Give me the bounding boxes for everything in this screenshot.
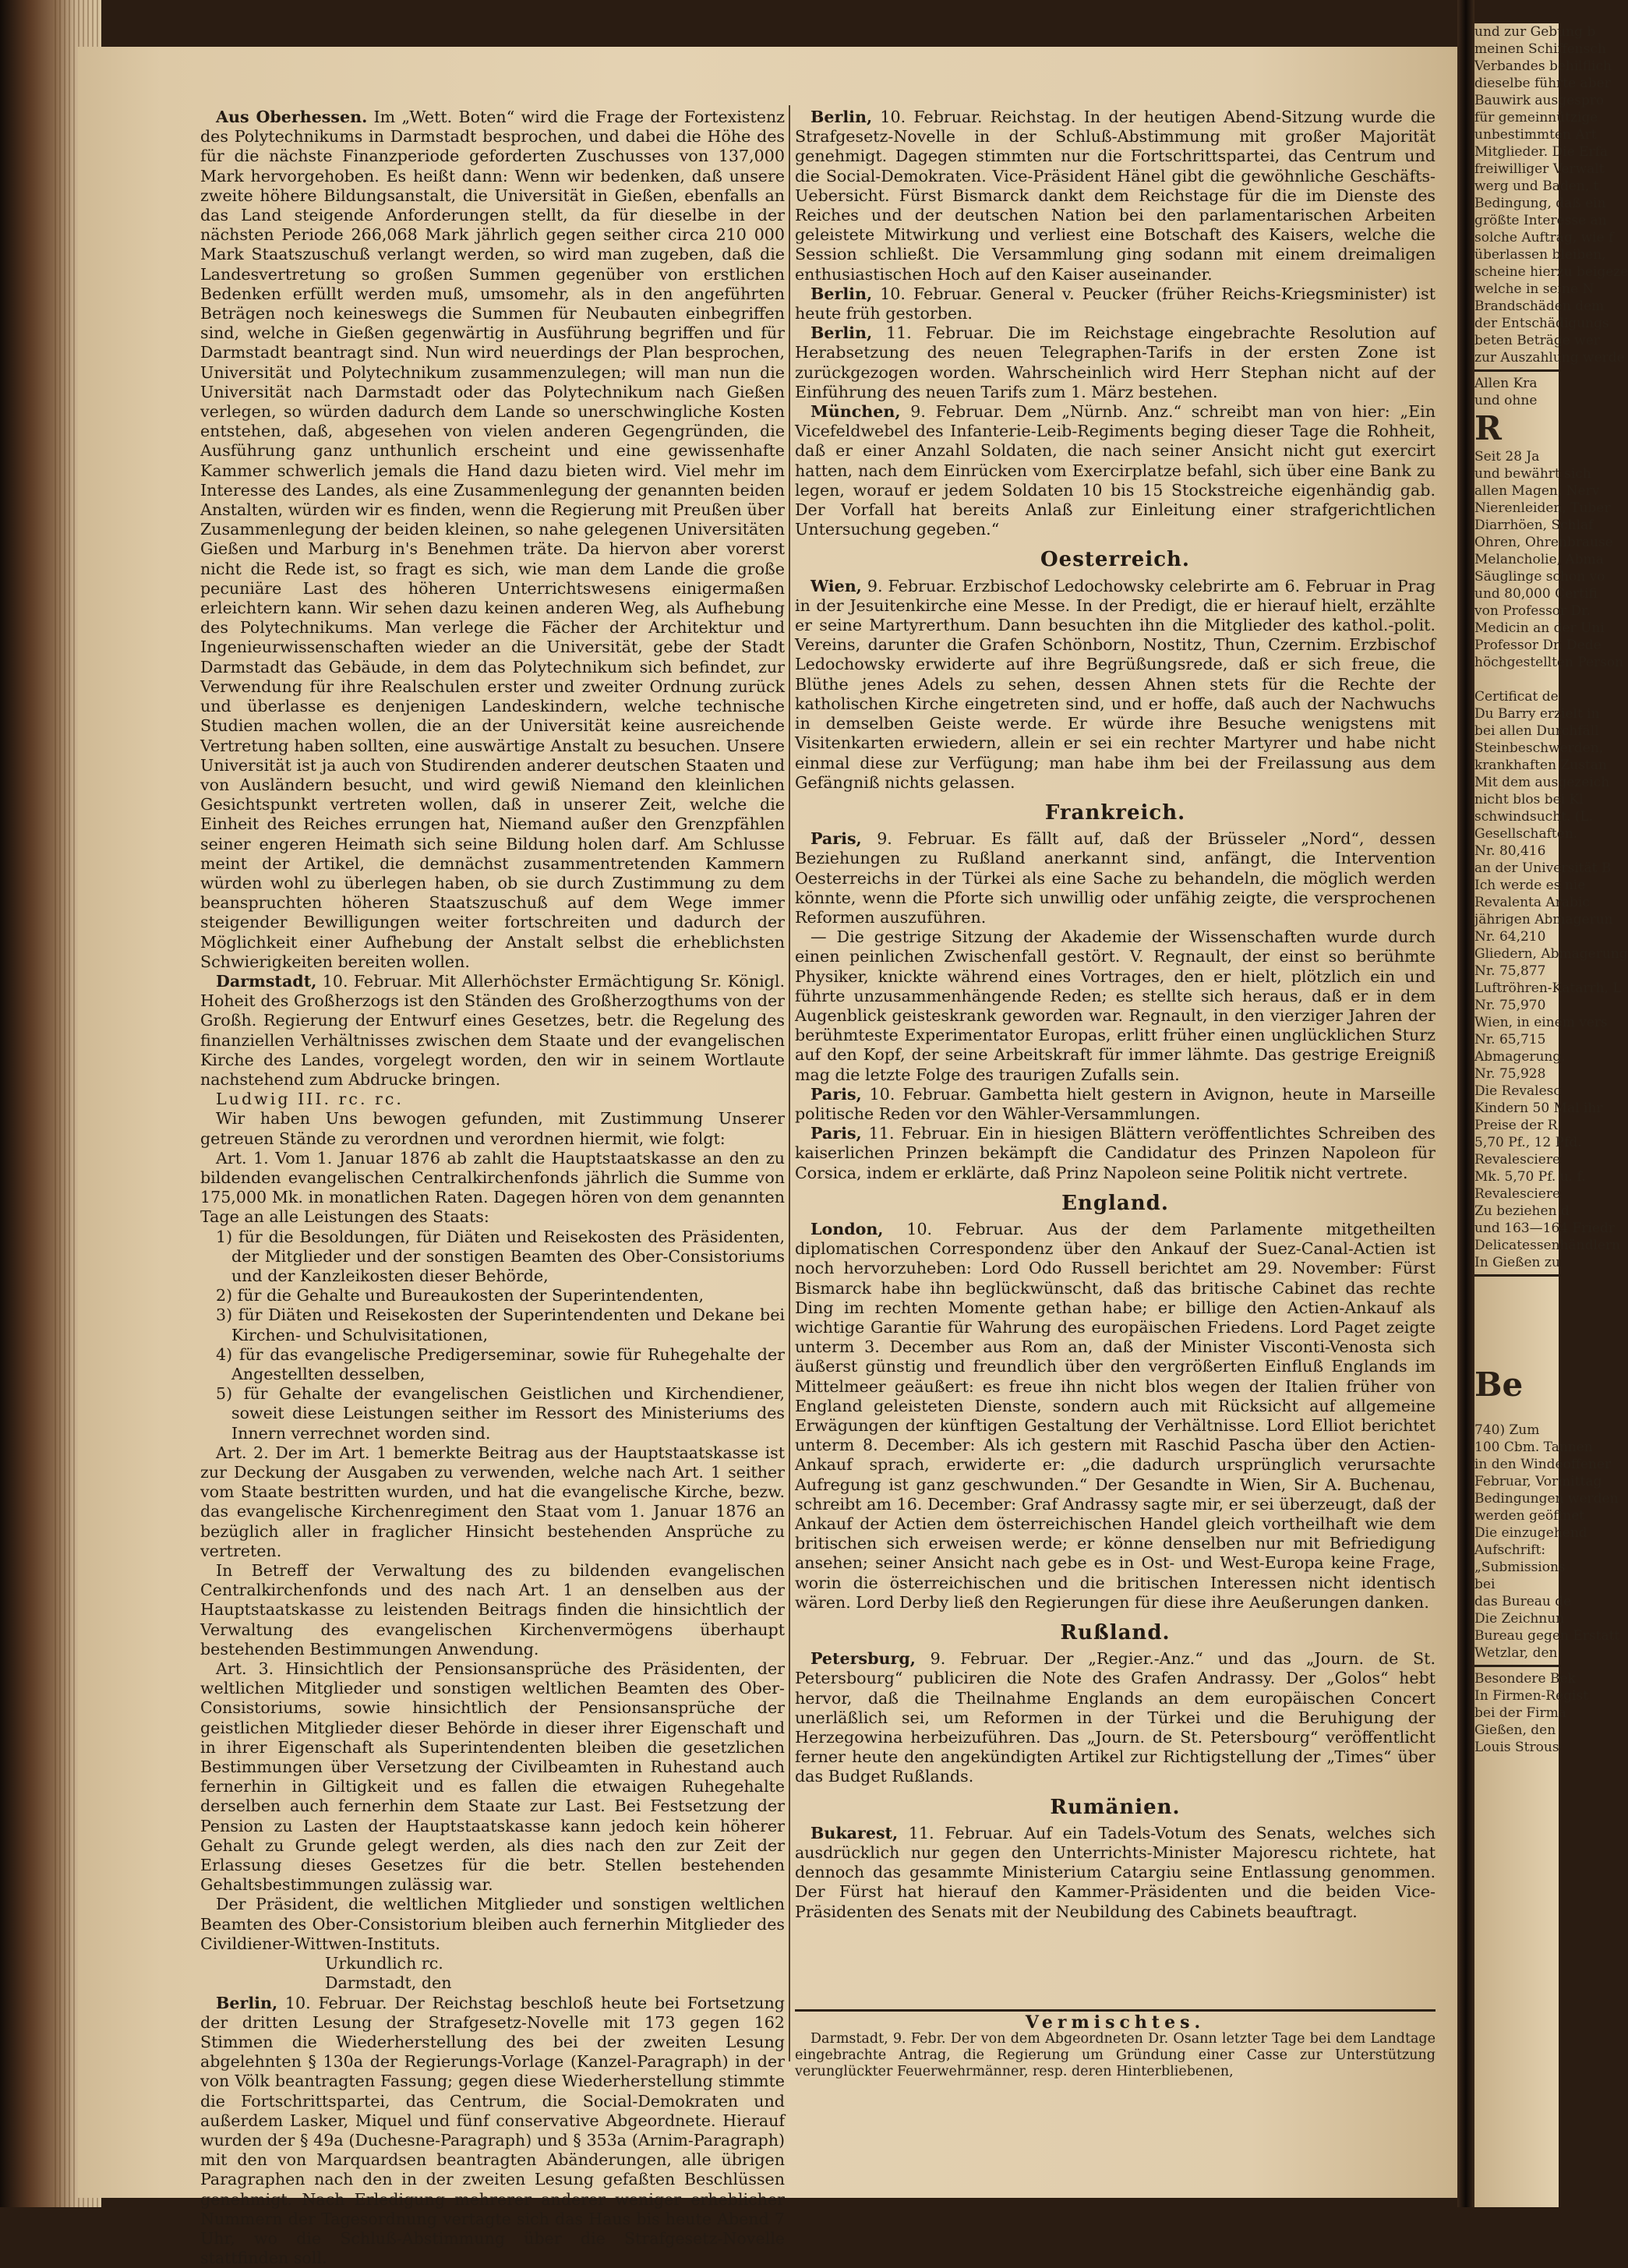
adjacent-line: Allen Kra bbox=[1474, 375, 1559, 392]
adjacent-line: schwindsucht. (L. bbox=[1474, 808, 1559, 825]
article-dateline: Petersburg, bbox=[810, 1649, 916, 1668]
adjacent-line bbox=[1474, 1297, 1559, 1314]
adjacent-line: Kindern 50 Mal ihr bbox=[1474, 1100, 1559, 1117]
adjacent-line: Luftröhren-Katarrh, L bbox=[1474, 980, 1559, 997]
list-item: 4) für das evangelische Predigerseminar, sowie für Ruhegehalte der Angestellten desselben, bbox=[200, 1345, 785, 1384]
adjacent-line: Bedingung, daß ein bbox=[1474, 195, 1559, 212]
paragraph: Art. 2. Der im Art. 1 bemerkte Beitrag aus der Hauptstaatskasse ist zur Deckung der Ausgaben zu verwenden, welche nach Art. 1 seither vom Staate bestritten wurden, und hat die evangelische Kirche, bezw. das evangelische Kirchenregiment den Staat vom 1. Januar 1876 an bezüglich aller in fraglicher Hinsicht bestehenden Ansprüche zu vertreten. bbox=[200, 1443, 785, 1561]
article-paragraph bbox=[795, 1220, 1436, 1613]
signature-line: Darmstadt, den bbox=[200, 1973, 785, 1993]
adjacent-line: Nr. 65,715 bbox=[1474, 1031, 1559, 1048]
adjacent-line: zur Auszahlung werde bbox=[1474, 349, 1559, 366]
adjacent-line: Nierenleiden, Tuber bbox=[1474, 500, 1559, 517]
adjacent-line: Louis Strous bbox=[1474, 1739, 1559, 1756]
list-item: 5) für Gehalte der evangelischen Geistlichen und Kirchendiener, soweit diese Leistungen seither im Ressort des Ministeriums des Innern verrechnet worden sind. bbox=[200, 1384, 785, 1443]
vermischtes-section bbox=[795, 2009, 1436, 2080]
adjacent-line: Ohren, Ohrenbrause bbox=[1474, 534, 1559, 551]
adjacent-line: In Firmen-Regist bbox=[1474, 1687, 1559, 1705]
article-paragraph bbox=[200, 108, 785, 972]
article-dateline: Berlin, bbox=[216, 1994, 277, 2012]
adjacent-line: Certificat de bbox=[1474, 688, 1559, 705]
article-text: 10. Februar. Aus der dem Parlamente mitgetheilten diplomatischen Correspondenz über den Ankauf der Suez-Canal-Actien ist noch hervorzuheben: Lord Odo Russell berichtet am 29. November: Fürst Bismarck habe ihn beglückwünscht, daß das britische Cabinet das rechte Ding im rechten Momente gethan habe; er billige den Actien-Ankauf als wichtige Garantie für Wahrung des europäischen Friedens. Lord Paget zeigte unterm 3. December aus Rom an, daß der Minister Visconti-Venosta sich äußerst günstig und freundlich über den vergrößerten Einfluß Englands im Mittelmeer geäußert: es freue ihn nicht blos wegen der Italien früher von England geleisteten Dienste, sondern auch mit Rücksicht auf allgemeine Erwägungen der künftigen Gestaltung der Verhältnisse. Lord Elliot berichtet unterm 8. December: Als ich gestern mit Raschid Pascha über den Actien-Ankauf sprach, erwiderte er: „die dadurch ursprünglich verursachte Aufregung ist ganz geschwunden.“ Der Gesandte in Wien, Sir A. Buchenau, schreibt am 16. December: Graf Andrassy sagte mir, er sei überzeugt, daß der Ankauf der Actien dem österreichischen Handel gleich vortheilhaft wie dem britischen sich erweisen werde; er könne denselben nur mit Befriedigung ansehen; seiner Ansicht nach gebe es in Ost- und West-Europa keine Frage, worin die österreichischen und die britischen Interessen nicht identisch wären. Lord Derby ließ den Regierungen für diese ihre Aeußerungen danken. bbox=[795, 1220, 1436, 1612]
adjacent-line: beten Beträge wer bbox=[1474, 332, 1559, 349]
article-dateline: Berlin, bbox=[810, 108, 872, 126]
paragraph: — Die gestrige Sitzung der Akademie der Wissenschaften wurde durch einen peinlichen Zwischenfall gestört. V. Regnault, der einst so berühmte Physiker, knickte während eines Vortrages, den er hielt, plötzlich ein und führte unzusammenhängende Reden; es stellte sich heraus, daß er in dem Augenblick geisteskrank geworden war. Regnault, in den vierziger Jahren der berühmteste Experimentator Europas, erlitt früher einen unglücklichen Sturz auf den Kopf, der seine Arbeitskraft für immer lähmte. Das gestrige Ereigniß mag die letzte Folge des traurigen Zufalls sein. bbox=[795, 927, 1436, 1085]
adjacent-line: 740) Zum bbox=[1474, 1422, 1559, 1439]
article-text: 9. Februar. Der „Regier.-Anz.“ und das „Journ. de St. Petersbourg“ publiciren die Note des Grafen Andrassy. Der „Golos“ hebt hervor, daß die Theilnahme Englands an dem europäischen Concert unerläßlich sei, um Reformen in der Türkei und die Beruhigung der Herzegowina herbeizuführen. Das „Journ. de St. Petersbourg“ veröffentlicht ferner heute den angekündigten Artikel zur Richtigstellung der „Times“ über das Budget Rußlands. bbox=[795, 1649, 1436, 1786]
adjacent-line: und ohne bbox=[1474, 392, 1559, 409]
article-text: 10. Februar. Gambetta hielt gestern in Avignon, heute in Marseille politische Reden vor den Wähler-Versammlungen. bbox=[795, 1085, 1436, 1123]
adjacent-line: Die Zeichnun bbox=[1474, 1610, 1559, 1627]
right-column bbox=[795, 108, 1436, 1922]
adjacent-line: scheine hierzu beigeze bbox=[1474, 263, 1559, 281]
adjacent-line: und zur Gebung b bbox=[1474, 23, 1559, 41]
adjacent-line: Brandschäden dem bbox=[1474, 298, 1559, 315]
adjacent-line: Revalesciere bbox=[1474, 1185, 1559, 1203]
list-item: 2) für die Gehalte und Bureaukosten der Superintendenten, bbox=[200, 1286, 785, 1305]
adjacent-line: freiwilliger Verwalt bbox=[1474, 161, 1559, 178]
article-paragraph bbox=[795, 577, 1436, 793]
adjacent-line: bei der Firma bbox=[1474, 1705, 1559, 1722]
article-text: 9. Februar. Dem „Nürnb. Anz.“ schreibt man von hier: „Ein Vicefeldwebel des Infanterie-Leib-Regiments beging dieser Tage die Rohheit, daß er einer Anzahl Soldaten, die nach seiner Ansicht nicht gut exercirt hatten, nach dem Einrücken vom Exercirplatze befahl, sich über eine Bank zu legen, worauf er jedem Soldaten 10 bis 15 Stockstreiche eigenhändig gab. Der Vorfall hat bereits Anlaß zur Einleitung einer strafgerichtlichen Untersuchung gegeben.“ bbox=[795, 402, 1436, 539]
article-text: 9. Februar. Erzbischof Ledochowsky celebrirte am 6. Februar in Prag in der Jesuitenkirche eine Messe. In der Predigt, die er hierauf hielt, erzählte er seine Martyrerthum. Dann besuchten ihn die Mitglieder des kathol.-polit. Vereins, darunter die Grafen Schönborn, Nostitz, Thun, Czernim. Erzbischof Ledochowsky erwiderte auf ihre Begrüßungsrede, daß er sich freue, die Blüthe jenes Adels zu sehen, dessen Ahnen stets für die Rechte der katholischen Kirche eingetreten sind, und er hoffe, daß auch der Nachwuchs in demselben Geiste werde. Er würde ihre Besuche wenigstens mit Visitenkarten erwiedern, allein er sei ein rechter Martyrer und habe nicht einmal diese zur Verfügung; man habe ihm bei der Freilassung aus dem Gefängniß nichts gelassen. bbox=[795, 577, 1436, 792]
adjacent-line: werg und Baden, t bbox=[1474, 178, 1559, 195]
article-dateline: Bukarest, bbox=[810, 1824, 898, 1842]
adjacent-line: Zu beziehen d bbox=[1474, 1203, 1559, 1220]
article-dateline: Paris, bbox=[810, 1085, 862, 1104]
adjacent-line: und 80,000 Certifi bbox=[1474, 585, 1559, 602]
adjacent-line: Melancholie, Abma bbox=[1474, 551, 1559, 568]
paragraph: Art. 3. Hinsichtlich der Pensionsansprüche des Präsidenten, der weltlichen Mitglieder und sonstigen weltlichen Beamten des Ober-Consistoriums, sowie hinsichtlich der Pensionsansprüche der geistlichen Mitglieder dieser Behörde in dieser ihrer Eigenschaft und in ihrer Eigenschaft als Superintendenten bleiben die gesetzlichen Bestimmungen über Versetzung der Civilbeamten in Ruhestand auch fernerhin in Giltigkeit und es fallen die etwaigen Ruhegehalte derselben auch fernerhin dem Staate zur Last. Bei Festsetzung der Pension zu Lasten der Hauptstaatskasse kann jedoch kein höherer Gehalt zu Grunde gelegt werden, als dies nach den zur Zeit der Erlassung dieses Gesetzes für die betr. Stellen bestehenden Gehaltsbestimmungen zulässig war. bbox=[200, 1659, 785, 1895]
column-divider bbox=[789, 105, 790, 2061]
adjacent-line: „Submissions bbox=[1474, 1559, 1559, 1576]
article-text: 9. Februar. Es fällt auf, daß der Brüsseler „Nord“, dessen Beziehungen zu Rußland anerkannt sind, anfängt, die Intervention Oesterreichs in der Türkei als eine Sache zu behandeln, die möglich werden könnte, wenn die Pforte sich unwillig oder unfähig zeigte, die versprochenen Reformen auszuführen. bbox=[795, 829, 1436, 927]
adjacent-line: werden geöffnet bbox=[1474, 1507, 1559, 1524]
adjacent-line: und 163—164 Friedr bbox=[1474, 1220, 1559, 1237]
adjacent-rule bbox=[1474, 1274, 1559, 1277]
list-item: 3) für Diäten und Reisekosten der Superintendenten und Dekane bei Kirchen- und Schulvisitationen, bbox=[200, 1305, 785, 1344]
article-text: 10. Februar. Mit Allerhöchster Ermächtigung Sr. Königl. Hoheit des Großherzogs ist den Ständen des Großherzogthums von der Großh. Regierung der Entwurf eines Gesetzes, betr. die Regelung des finanziellen Verhältnisses zwischen dem Staate und der evangelischen Kirche des Landes, vorgelegt worden, den wir in seinem Wortlaute nachstehend zum Abdrucke bringen. bbox=[200, 972, 785, 1089]
adjacent-line: Säuglinge schon vo bbox=[1474, 568, 1559, 585]
adjacent-line bbox=[1474, 1280, 1559, 1297]
adjacent-line: Seit 28 Ja bbox=[1474, 448, 1559, 465]
adjacent-line: Nr. 64,210 bbox=[1474, 928, 1559, 945]
adjacent-line: Verbandes behilflich bbox=[1474, 58, 1559, 75]
adjacent-big-letters: R bbox=[1474, 409, 1559, 448]
section-heading: England. bbox=[795, 1194, 1436, 1213]
adjacent-page-text bbox=[1474, 23, 1559, 1756]
adjacent-line: Delicatessenhändlern bbox=[1474, 1237, 1559, 1254]
adjacent-line: Mk. 5,70 Pf. u. f. bbox=[1474, 1168, 1559, 1185]
adjacent-line: in den Windeoffener bbox=[1474, 1456, 1559, 1473]
adjacent-line: Bauwirk ausgespro bbox=[1474, 92, 1559, 109]
article-paragraph bbox=[200, 1994, 785, 2268]
adjacent-line: Mit dem ausgezeich bbox=[1474, 774, 1559, 791]
adjacent-line: jährigen Abmagerun bbox=[1474, 911, 1559, 928]
adjacent-line: Professor Dr. Dede bbox=[1474, 637, 1559, 654]
article-dateline: Aus Oberhessen. bbox=[216, 108, 367, 126]
article-paragraph bbox=[795, 829, 1436, 927]
adjacent-rule bbox=[1474, 369, 1559, 372]
adjacent-line: Mitglieder. Die Erfa bbox=[1474, 143, 1559, 161]
article-paragraph bbox=[795, 108, 1436, 284]
adjacent-line: bei allen Durchfäll bbox=[1474, 722, 1559, 740]
adjacent-rule bbox=[1474, 1665, 1559, 1667]
adjacent-line: und bewährt sich bbox=[1474, 465, 1559, 482]
adjacent-line: In Gießen zu bbox=[1474, 1254, 1559, 1271]
adjacent-line: Gliedern, Abmagerung bbox=[1474, 945, 1559, 963]
adjacent-line: Revalenta Arabic bbox=[1474, 894, 1559, 911]
adjacent-line: Revalesciere bbox=[1474, 1151, 1559, 1168]
article-paragraph bbox=[795, 1824, 1436, 1922]
adjacent-line: Nr. 80,416 bbox=[1474, 843, 1559, 860]
adjacent-line: solche Auftrag, wie f bbox=[1474, 229, 1559, 246]
adjacent-line bbox=[1474, 671, 1559, 688]
adjacent-line: allen Magen, Nerv bbox=[1474, 482, 1559, 500]
article-paragraph bbox=[795, 284, 1436, 323]
adjacent-line: Die Revalesc bbox=[1474, 1083, 1559, 1100]
article-text: 11. Februar. Ein in hiesigen Blättern veröffentlichtes Schreiben des kaiserlichen Prinzen bekämpft die Candidatur des Prinzen Napoleon für Corsica, indem er erklärte, daß Prinz Napoleon seine Politik nicht vertrete. bbox=[795, 1124, 1436, 1182]
adjacent-line: Nr. 75,928 bbox=[1474, 1065, 1559, 1083]
adjacent-line: Gießen, den bbox=[1474, 1722, 1559, 1739]
article-dateline: Wien, bbox=[810, 577, 862, 595]
adjacent-line bbox=[1474, 1314, 1559, 1331]
adjacent-line: Bureau gegen Erstatt bbox=[1474, 1627, 1559, 1644]
adjacent-line: für gemeinnützige bbox=[1474, 109, 1559, 126]
article-text: 11. Februar. Auf ein Tadels-Votum des Senats, welches sich ausdrücklich nur gegen den Unterrichts-Minister Majorescu richtete, hat dennoch das gesammte Ministerium Catargiu seine Entlassung genommen. Der Fürst hat hierauf den Kammer-Präsidenten und die beiden Vice-Präsidenten des Senats mit der Neubildung des Cabinets beauftragt. bbox=[795, 1824, 1436, 1921]
adjacent-line: an der Universität B bbox=[1474, 860, 1559, 877]
adjacent-line: nicht blos bei Kl bbox=[1474, 791, 1559, 808]
paragraph: Der Präsident, die weltlichen Mitglieder und sonstigen weltlichen Beamten des Ober-Consistorium bleiben auch fernerhin Mitglieder des Civildiener-Wittwen-Instituts. bbox=[200, 1895, 785, 1954]
left-column bbox=[200, 108, 785, 2268]
article-paragraph bbox=[795, 1649, 1436, 1786]
adjacent-line: Aufschrift: bbox=[1474, 1542, 1559, 1559]
paragraph: In Betreff der Verwaltung des zu bildenden evangelischen Centralkirchenfonds und des nach Art. 1 an denselben aus der Hauptstaatskasse zu leistenden Beitrags finden die hinsichtlich der Verwaltung des evangelischen Kirchenvermögens überhaupt bestehenden Bestimmungen Anwendung. bbox=[200, 1561, 785, 1659]
article-dateline: Berlin, bbox=[810, 323, 872, 342]
article-dateline: London, bbox=[810, 1220, 883, 1238]
section-heading: Frankreich. bbox=[795, 804, 1436, 823]
section-heading: Oesterreich. bbox=[795, 550, 1436, 570]
adjacent-line: Die einzugehend bbox=[1474, 1524, 1559, 1542]
article-text: 10. Februar. Reichstag. In der heutigen Abend-Sitzung wurde die Strafgesetz-Novelle in der Schluß-Abstimmung mit großer Majorität genehmigt. Dagegen stimmten nur die Fortschrittspartei, das Centrum und die Social-Demokraten. Vice-Präsident Hänel gibt die gewöhnliche Geschäfts-Uebersicht. Fürst Bismarck dankt dem Reichstage für die im Dienste des Reiches und der deutschen Nation bei den parlamentarischen Arbeiten geleistete Mitwirkung und verliest eine Botschaft des Kaisers, welche die Session schließt. Die Versammlung ging sodann mit einem dreimaligen enthusiastischen Hoch auf den Kaiser auseinander. bbox=[795, 108, 1436, 284]
article-paragraph bbox=[795, 1124, 1436, 1183]
adjacent-line: unbestimmten Art bbox=[1474, 126, 1559, 143]
adjacent-page-edge bbox=[1474, 23, 1559, 2207]
article-dateline: Paris, bbox=[810, 829, 862, 848]
article-paragraph bbox=[795, 402, 1436, 539]
article-paragraph bbox=[795, 1085, 1436, 1124]
adjacent-line: Wetzlar, den bbox=[1474, 1644, 1559, 1662]
adjacent-line bbox=[1474, 1348, 1559, 1365]
adjacent-line: das Bureau de bbox=[1474, 1593, 1559, 1610]
article-text: 11. Februar. Die im Reichstage eingebrachte Resolution auf Herabsetzung des neuen Telegraphen-Tarifs in der ersten Zone ist zurückgezogen worden. Wahrscheinlich wird Herr Stephan nicht auf der Einführung des neuen Tarifs zum 1. März bestehen. bbox=[795, 323, 1436, 401]
article-dateline: Paris, bbox=[810, 1124, 862, 1143]
article-text: Im „Wett. Boten“ wird die Frage der Fortexistenz des Polytechnikums in Darmstadt besprochen, und dabei die Höhe des für die nächste Finanzperiode geforderten Zuschusses von 137,000 Mark hervorgehoben. Es heißt dann: Wenn wir bedenken, daß unsere zweite höhere Bildungsanstalt, die Universität in Gießen, ebenfalls an das Land steigende Anforderungen stellt, da für dieselbe in der nächsten Periode 266,068 Mark jährlich gegen seither circa 210 000 Mark Staatszuschuß verlangt werden, so wird man zugeben, daß die Landesvertretung so großen Summen gegenüber von erstlichen Bedenken erfüllt werden muß, umsomehr, als in den angeführten Beträgen noch keineswegs die Summen für Neubauten einbegriffen sind, welche in Gießen gegenwärtig in Ausführung begriffen und für Darmstadt beantragt sind. Nun wird neuerdings der Plan besprochen, Universität und Polytechnikum zusammenzulegen; will man nun die Universität nach Darmstadt oder das Polytechnikum nach Gießen verlegen, so würden dadurch dem Lande so unerschwingliche Kosten entstehen, daß, abgesehen von vielen anderen Gegengründen, die Ausführung ganz unthunlich erscheint und eine gewissenhafte Kammer schwerlich jemals die Hand dazu bieten wird. Viel mehr im Interesse des Landes, als eine Zusammenlegung der genannten beiden Anstalten, würden wir es finden, wenn die Regierung mit Preußen über Zusammenlegung der beiden kleinen, so nahe gelegenen Universitäten Gießen und Marburg in's Benehmen träte. Da hiervon aber vorerst nicht die Rede ist, so fragt es sich, wie man dem Lande die große pecuniäre Last des höheren Unterrichtswesens einigermaßen erleichtern kann. Wir sehen dazu keinen anderen Weg, als Aufhebung des Polytechnikums. Man verlege die Fächer der Architektur und Ingenieurwissenschaften wieder an die Universität, gebe der Stadt Darmstadt das Gebäude, in dem das Polytechnikum sich befindet, zur Verwendung für ihre Realschulen erster und zweiter Ordnung zurück und überlasse es denjenigen Landeskindern, welche technische Studien machen wollen, die an der Universität keine ausreichende Vertretung haben sollten, eine auswärtige Anstalt zu besuchen. Unsere Universität ist ja auch von Studirenden anderer deutschen Staaten und von Ausländern besucht, und wird gewiß Niemand den kleinlichen Gesichtspunkt vertreten wollen, daß in unserer Zeit, welche die Einheit des Reiches errungen hat, Niemand außer den Grenzpfählen seiner engeren Heimath sich seine Bildung holen darf. Am Schlusse meint der Artikel, die demnächst zusammentretenden Kammern würden wohl zu überlegen haben, ob sie durch Zustimmung zu dem beanspruchten höheren Staatszuschuß auf dem Wege immer steigender Bewilligungen weiter fortschreiten und dadurch der Möglichkeit einer Aufhebung der Anstalt selbst die erheblichsten Schwierigkeiten bereiten wollen. bbox=[200, 108, 785, 971]
paragraph: Art. 1. Vom 1. Januar 1876 ab zahlt die Hauptstaatskasse an den zu bildenden evangelischen Centralkirchenfonds jährlich die Summe von 175,000 Mk. in monatlichen Raten. Dagegen hören von dem genannten Tage an alle Leistungen des Staats: bbox=[200, 1149, 785, 1228]
paragraph: Wir haben Uns bewogen gefunden, mit Zustimmung Unserer getreuen Stände zu verordnen und verordnen hiermit, wie folgt: bbox=[200, 1109, 785, 1148]
adjacent-line: krankhaften Zustan bbox=[1474, 757, 1559, 774]
article-text: 10. Februar. General v. Peucker (früher Reichs-Kriegsminister) ist heute früh gestorben. bbox=[795, 284, 1436, 323]
decree-heading: Ludwig III. rc. rc. bbox=[200, 1090, 785, 1109]
adjacent-line: 100 Cbm. Tannen bbox=[1474, 1439, 1559, 1456]
adjacent-line: überlassen bleiben, bbox=[1474, 246, 1559, 263]
adjacent-line: dieselbe führte aber bbox=[1474, 75, 1559, 92]
adjacent-line: Gesellschaften. bbox=[1474, 825, 1559, 843]
vermischtes-title: Vermischtes. bbox=[795, 2015, 1436, 2031]
adjacent-line: Nr. 75,877 bbox=[1474, 963, 1559, 980]
adjacent-line: Steinbeschwerden, bbox=[1474, 740, 1559, 757]
adjacent-line: Ich werde es nie bbox=[1474, 877, 1559, 894]
adjacent-line: Nr. 75,970 bbox=[1474, 997, 1559, 1014]
adjacent-line: Diarrhöen, Schlaf bbox=[1474, 517, 1559, 534]
adjacent-line: Bedingungen werden bbox=[1474, 1490, 1559, 1507]
adjacent-line: Medicin an der Uni bbox=[1474, 620, 1559, 637]
vermischtes-text: Darmstadt, 9. Febr. Der von dem Abgeordneten Dr. Osann letzter Tage bei dem Landtage eingebrachte Antrag, die Regierung um Gründung einer Casse zur Unterstützung verunglückter Feuerwehrmänner, resp. deren Hinterbliebenen, bbox=[795, 2031, 1436, 2080]
adjacent-big-letters: Be bbox=[1474, 1365, 1559, 1404]
article-paragraph bbox=[200, 972, 785, 1090]
adjacent-line: Besondere Bek bbox=[1474, 1670, 1559, 1687]
article-dateline: Berlin, bbox=[810, 284, 872, 303]
article-list bbox=[200, 1228, 785, 1443]
signature-line: Urkundlich rc. bbox=[200, 1954, 785, 1973]
adjacent-line: größte Interesse an bbox=[1474, 212, 1559, 229]
adjacent-line: Februar, Vormittag bbox=[1474, 1473, 1559, 1490]
book-gutter bbox=[1457, 0, 1474, 2207]
adjacent-line: der Entschädigungs bbox=[1474, 315, 1559, 332]
adjacent-line bbox=[1474, 1331, 1559, 1348]
adjacent-line: Wien, in einem vers bbox=[1474, 1014, 1559, 1031]
adjacent-line: bei bbox=[1474, 1576, 1559, 1593]
article-paragraph bbox=[795, 323, 1436, 402]
adjacent-line: Du Barry erzielt in bbox=[1474, 705, 1559, 722]
adjacent-line: von Professor Dr. bbox=[1474, 602, 1559, 620]
article-dateline: München, bbox=[810, 402, 901, 421]
article-dateline: Darmstadt, bbox=[216, 972, 316, 991]
adjacent-line: Abmagerung. bbox=[1474, 1048, 1559, 1065]
adjacent-line bbox=[1474, 1404, 1559, 1422]
adjacent-line: meinen Schiffensch bbox=[1474, 41, 1559, 58]
adjacent-line: 5,70 Pf., 12 Pfd. bbox=[1474, 1134, 1559, 1151]
section-heading: Rußland. bbox=[795, 1623, 1436, 1643]
list-item: 1) für die Besoldungen, für Diäten und Reisekosten des Präsidenten, der Mitglieder und der sonstigen Beamten des Ober-Consistoriums und der Kanzleikosten dieser Behörde, bbox=[200, 1228, 785, 1287]
section-rule bbox=[795, 2009, 1436, 2012]
article-text: 10. Februar. Der Reichstag beschloß heute bei Fortsetzung der dritten Lesung der Strafgesetz-Novelle mit 173 gegen 162 Stimmen die Wiederherstellung des bei der zweiten Lesung abgelehnten § 130a der Regierungs-Vorlage (Kanzel-Paragraph) in der von Völk beantragten Fassung; gegen diese Wiederherstellung stimmte die Fortschrittspartei, das Centrum, die Social-Demokraten und außerdem Lasker, Miquel und fünf conservative Abgeordnete. Hierauf wurden der § 49a (Duchesne-Paragraph) und § 353a (Arnim-Paragraph) mit den von Marquardsen beantragten Abänderungen, alle übrigen Paragraphen nach den in der zweiten Lesung gefaßten Beschlüssen genehmigt. Nach Erledigung mehrerer anderer weniger erheblicher Nummern der Tagesordnung vertagte sich das Haus bis heute Abend 7 Uhr, wo die Schluß-Abstimmung über die Strafgesetz-Novelle stattfinden soll. bbox=[200, 1994, 785, 2268]
adjacent-line: Preise der R bbox=[1474, 1117, 1559, 1134]
section-heading: Rumänien. bbox=[795, 1798, 1436, 1818]
adjacent-line: welche in seine N bbox=[1474, 281, 1559, 298]
adjacent-line: höchgestellten Person bbox=[1474, 654, 1559, 671]
